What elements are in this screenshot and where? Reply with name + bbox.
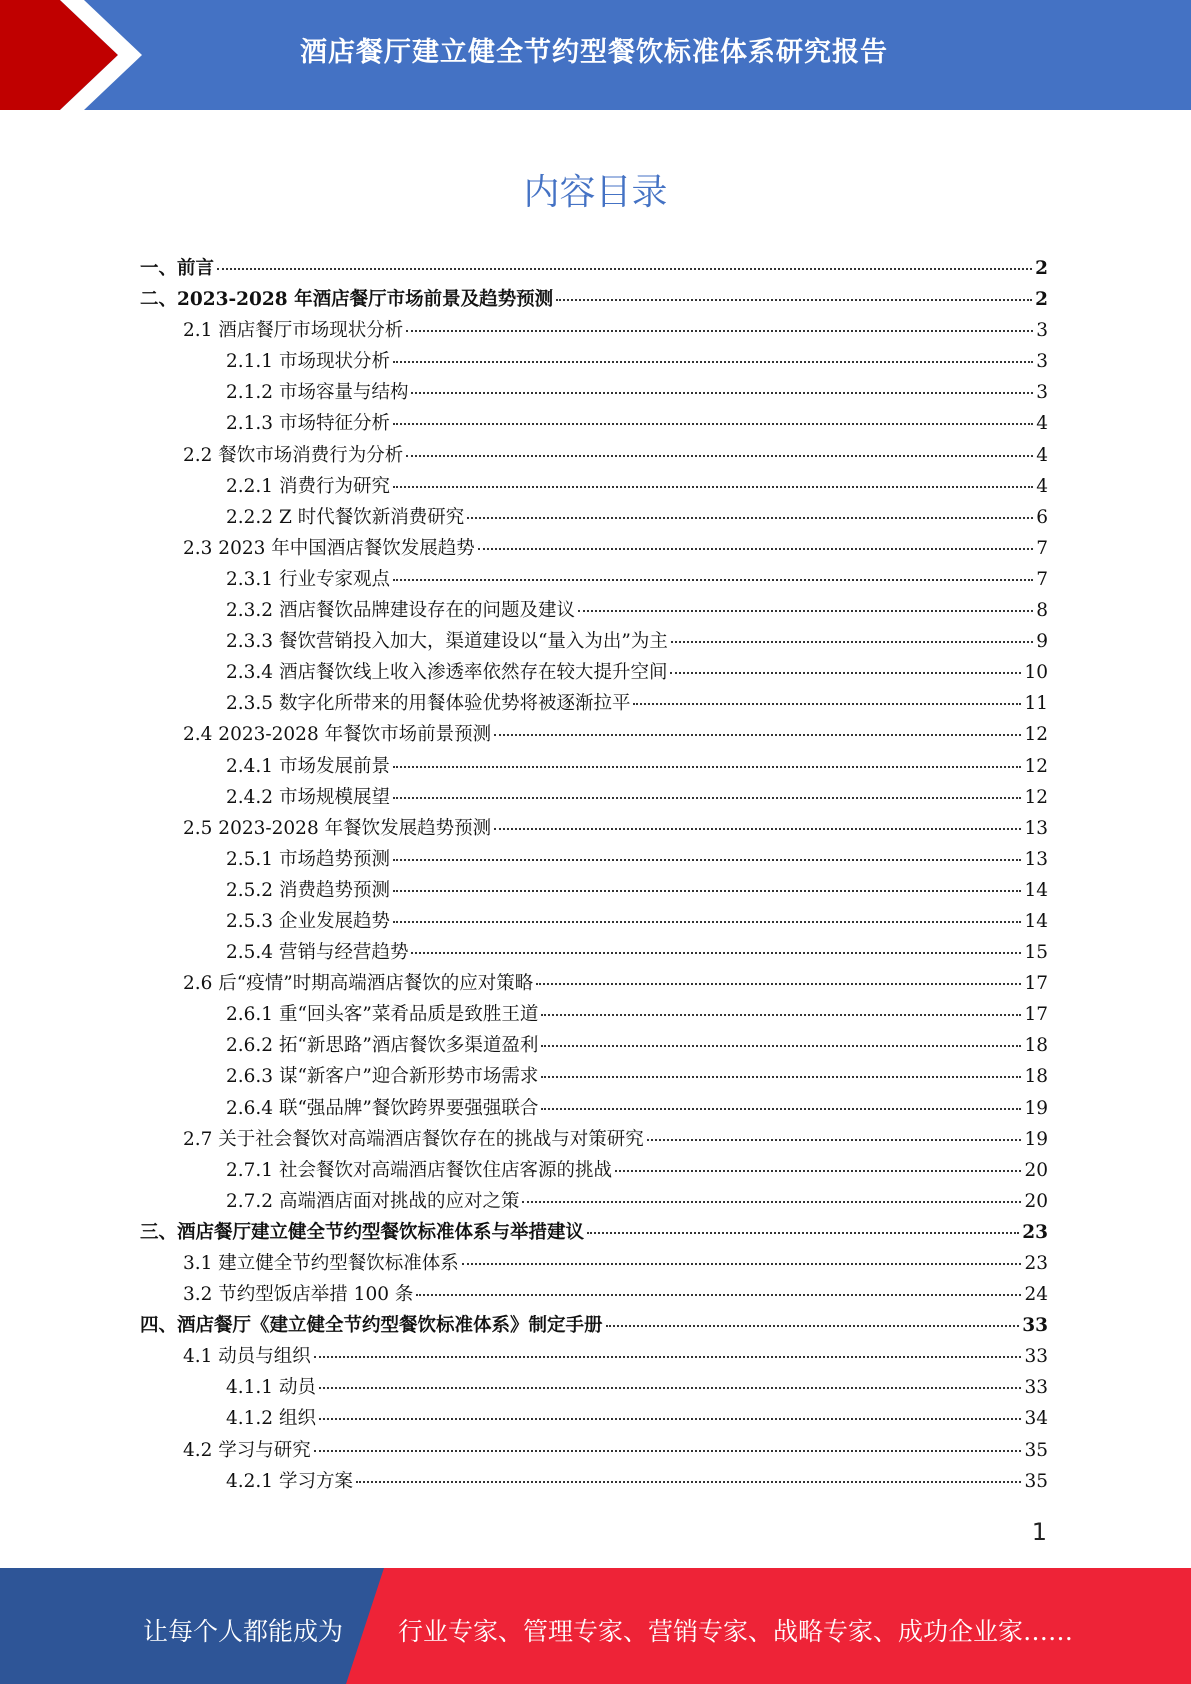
- toc-dot-leader: [578, 610, 1033, 612]
- toc-entry[interactable]: [140, 1404, 1048, 1435]
- toc-entry-label: 2.3.1 行业专家观点: [226, 568, 390, 590]
- toc-entry-label: 2.3.4 酒店餐饮线上收入渗透率依然存在较大提升空间: [226, 662, 668, 684]
- toc-entry-page: 2: [1035, 289, 1048, 311]
- toc-entry-page: 7: [1036, 537, 1048, 559]
- toc-entry[interactable]: [140, 1280, 1048, 1311]
- toc-heading: 内容目录: [523, 172, 668, 213]
- toc-entry-label: 2.1.3 市场特征分析: [226, 413, 390, 435]
- toc-dot-leader: [319, 1418, 1022, 1420]
- toc-entry-label: 2.3.5 数字化所带来的用餐体验优势将被逐渐拉平: [226, 693, 631, 715]
- toc-dot-leader: [393, 486, 1033, 488]
- toc-dot-leader: [462, 1263, 1022, 1265]
- toc-entry-page: 23: [1024, 1253, 1048, 1274]
- toc-entry-label: 4.1.2 组织: [226, 1408, 316, 1430]
- toc-entry-label: 4.2.1 学习方案: [226, 1470, 353, 1492]
- toc-entry-page: 9: [1036, 631, 1048, 653]
- toc-entry-label: 2.4.2 市场规模展望: [226, 786, 390, 808]
- page-number: 1: [1031, 1518, 1047, 1546]
- toc-entry-page: 20: [1024, 1159, 1048, 1181]
- toc-entry[interactable]: [140, 1436, 1048, 1467]
- toc-entry[interactable]: [140, 378, 1048, 409]
- table-of-contents: [140, 254, 1048, 1498]
- toc-dot-leader: [393, 579, 1033, 581]
- toc-dot-leader: [633, 703, 1021, 705]
- toc-entry[interactable]: [140, 938, 1048, 969]
- toc-dot-leader: [536, 983, 1021, 985]
- page-header: [0, 0, 1191, 110]
- toc-entry[interactable]: [140, 1311, 1048, 1342]
- toc-entry-page: 18: [1024, 1066, 1048, 1088]
- toc-entry-label: 2.3.3 餐饮营销投入加大，渠道建设以“量入为出”为主: [226, 631, 668, 653]
- toc-dot-leader: [393, 361, 1033, 363]
- toc-entry-label: 4.1.1 动员: [226, 1377, 316, 1399]
- toc-entry[interactable]: [140, 1094, 1048, 1125]
- toc-entry[interactable]: [140, 720, 1048, 751]
- page-footer: [0, 1568, 1191, 1684]
- toc-dot-leader: [314, 1450, 1022, 1452]
- toc-dot-leader: [217, 268, 1032, 270]
- toc-entry[interactable]: [140, 1156, 1048, 1187]
- toc-entry-label: 一、前言: [140, 258, 215, 279]
- toc-dot-leader: [478, 548, 1033, 550]
- toc-entry[interactable]: [140, 1342, 1048, 1373]
- toc-entry[interactable]: [140, 472, 1048, 503]
- toc-entry[interactable]: [140, 285, 1048, 316]
- toc-entry-label: 2.3.2 酒店餐饮品牌建设存在的问题及建议: [226, 600, 575, 622]
- toc-entry-label: 4.1 动员与组织: [183, 1346, 311, 1368]
- toc-entry-label: 四、酒店餐厅《建立健全节约型餐饮标准体系》制定手册: [140, 1315, 603, 1337]
- toc-entry[interactable]: [140, 596, 1048, 627]
- toc-entry[interactable]: [140, 1373, 1048, 1404]
- toc-dot-leader: [541, 1108, 1021, 1110]
- toc-entry[interactable]: [140, 1218, 1048, 1249]
- toc-entry[interactable]: [140, 876, 1048, 907]
- toc-entry[interactable]: [140, 254, 1048, 285]
- toc-entry[interactable]: [140, 534, 1048, 565]
- toc-entry-page: 24: [1024, 1284, 1048, 1306]
- toc-entry[interactable]: [140, 814, 1048, 845]
- toc-entry[interactable]: [140, 441, 1048, 472]
- toc-entry-page: 12: [1024, 786, 1048, 808]
- toc-dot-leader: [393, 890, 1021, 892]
- toc-dot-leader: [411, 392, 1033, 394]
- toc-entry-page: 19: [1024, 1128, 1048, 1150]
- toc-entry-page: 2: [1035, 258, 1048, 279]
- toc-entry-page: 4: [1036, 413, 1048, 435]
- toc-entry-label: 2.1.2 市场容量与结构: [226, 382, 409, 404]
- toc-entry-page: 4: [1036, 475, 1048, 497]
- toc-entry[interactable]: [140, 845, 1048, 876]
- toc-entry-label: 2.2.1 消费行为研究: [226, 475, 390, 497]
- toc-dot-leader: [393, 766, 1021, 768]
- toc-entry[interactable]: [140, 689, 1048, 720]
- toc-dot-leader: [393, 797, 1021, 799]
- report-title: 酒店餐厅建立健全节约型餐饮标准体系研究报告: [300, 37, 888, 68]
- toc-entry-page: 11: [1024, 693, 1048, 715]
- toc-entry-label: 2.6 后“疫情”时期高端酒店餐饮的应对策略: [183, 973, 534, 995]
- toc-entry[interactable]: [140, 1031, 1048, 1062]
- toc-dot-leader: [356, 1481, 1022, 1483]
- toc-entry-page: 3: [1036, 351, 1048, 373]
- toc-dot-leader: [606, 1325, 1020, 1327]
- toc-entry-page: 23: [1022, 1221, 1048, 1243]
- toc-dot-leader: [319, 1387, 1022, 1389]
- toc-entry-label: 4.2 学习与研究: [183, 1439, 311, 1461]
- toc-entry-label: 2.1 酒店餐厅市场现状分析: [183, 320, 404, 342]
- toc-dot-leader: [647, 1139, 1022, 1141]
- toc-entry-page: 35: [1024, 1470, 1048, 1492]
- toc-dot-leader: [541, 1045, 1021, 1047]
- toc-entry[interactable]: [140, 503, 1048, 534]
- toc-entry-label: 2.6.3 谋“新客户”迎合新形势市场需求: [226, 1066, 539, 1088]
- toc-entry[interactable]: [140, 627, 1048, 658]
- toc-entry-page: 4: [1036, 444, 1048, 466]
- toc-entry-page: 8: [1036, 600, 1048, 622]
- toc-entry-page: 17: [1024, 973, 1048, 995]
- toc-entry-label: 二、2023-2028 年酒店餐厅市场前景及趋势预测: [140, 289, 554, 311]
- toc-entry-label: 2.6.1 重“回头客”菜肴品质是致胜王道: [226, 1004, 539, 1026]
- toc-dot-leader: [615, 1170, 1021, 1172]
- toc-entry-label: 2.5 2023-2028 年餐饮发展趋势预测: [183, 817, 492, 839]
- toc-entry[interactable]: [140, 907, 1048, 938]
- toc-entry[interactable]: [140, 565, 1048, 596]
- toc-entry-page: 6: [1036, 506, 1048, 528]
- toc-entry[interactable]: [140, 658, 1048, 689]
- toc-entry-label: 2.5.2 消费趋势预测: [226, 879, 390, 901]
- toc-entry-label: 2.1.1 市场现状分析: [226, 351, 390, 373]
- toc-dot-leader: [494, 828, 1021, 830]
- toc-entry-page: 14: [1024, 879, 1048, 901]
- toc-entry-page: 33: [1024, 1346, 1048, 1368]
- toc-entry[interactable]: [140, 1062, 1048, 1093]
- toc-entry-label: 2.3 2023 年中国酒店餐饮发展趋势: [183, 537, 475, 559]
- toc-entry-page: 13: [1024, 848, 1048, 870]
- toc-dot-leader: [406, 455, 1033, 457]
- toc-entry-page: 20: [1024, 1190, 1048, 1212]
- toc-entry-page: 18: [1024, 1035, 1048, 1057]
- toc-entry-label: 2.4 2023-2028 年餐饮市场前景预测: [183, 724, 492, 746]
- toc-dot-leader: [522, 1201, 1021, 1203]
- footer-slogan-left: 让每个人都能成为: [143, 1617, 344, 1646]
- toc-entry-label: 2.6.2 拓“新思路”酒店餐饮多渠道盈利: [226, 1035, 539, 1057]
- toc-entry-page: 19: [1024, 1097, 1048, 1119]
- toc-entry[interactable]: [140, 1249, 1048, 1280]
- toc-dot-leader: [541, 1014, 1021, 1016]
- toc-entry-label: 2.5.1 市场趋势预测: [226, 848, 390, 870]
- toc-entry[interactable]: [140, 1187, 1048, 1218]
- toc-entry-page: 34: [1024, 1408, 1048, 1430]
- toc-entry-label: 2.2 餐饮市场消费行为分析: [183, 444, 404, 466]
- toc-dot-leader: [393, 423, 1033, 425]
- toc-entry-label: 2.7.1 社会餐饮对高端酒店餐饮住店客源的挑战: [226, 1159, 612, 1181]
- toc-entry-page: 33: [1022, 1315, 1048, 1337]
- toc-entry-page: 14: [1024, 910, 1048, 932]
- toc-entry-label: 2.7.2 高端酒店面对挑战的应对之策: [226, 1190, 520, 1212]
- toc-dot-leader: [411, 952, 1021, 954]
- toc-entry-page: 7: [1036, 568, 1048, 590]
- toc-entry-label: 2.7 关于社会餐饮对高端酒店餐饮存在的挑战与对策研究: [183, 1128, 644, 1150]
- toc-entry-page: 3: [1036, 382, 1048, 404]
- toc-entry[interactable]: [140, 316, 1048, 347]
- toc-entry[interactable]: [140, 1125, 1048, 1156]
- toc-entry[interactable]: [140, 1000, 1048, 1031]
- toc-dot-leader: [494, 734, 1021, 736]
- toc-dot-leader: [556, 299, 1032, 301]
- toc-entry-page: 17: [1024, 1004, 1048, 1026]
- toc-dot-leader: [670, 672, 1021, 674]
- toc-entry-label: 2.5.4 营销与经营趋势: [226, 942, 409, 964]
- toc-dot-leader: [393, 859, 1021, 861]
- toc-entry[interactable]: [140, 1467, 1048, 1498]
- toc-entry-label: 2.5.3 企业发展趋势: [226, 910, 390, 932]
- toc-entry-page: 3: [1036, 320, 1048, 342]
- toc-entry-label: 3.2 节约型饭店举措 100 条: [183, 1284, 414, 1306]
- toc-entry-page: 35: [1024, 1439, 1048, 1461]
- toc-entry[interactable]: [140, 347, 1048, 378]
- toc-dot-leader: [587, 1232, 1019, 1234]
- toc-entry-label: 三、酒店餐厅建立健全节约型餐饮标准体系与举措建议: [140, 1221, 585, 1243]
- toc-entry[interactable]: [140, 969, 1048, 1000]
- toc-dot-leader: [416, 1294, 1021, 1296]
- toc-entry-page: 15: [1024, 942, 1048, 964]
- toc-dot-leader: [314, 1356, 1022, 1358]
- toc-entry-label: 2.4.1 市场发展前景: [226, 755, 390, 777]
- toc-dot-leader: [671, 641, 1033, 643]
- toc-entry-label: 3.1 建立健全节约型餐饮标准体系: [183, 1253, 459, 1274]
- toc-entry[interactable]: [140, 783, 1048, 814]
- toc-entry-page: 33: [1024, 1377, 1048, 1399]
- toc-dot-leader: [467, 517, 1033, 519]
- toc-entry[interactable]: [140, 409, 1048, 440]
- toc-entry-label: 2.6.4 联“强品牌”餐饮跨界要强强联合: [226, 1097, 539, 1119]
- toc-dot-leader: [406, 330, 1033, 332]
- footer-slogan-right: 行业专家、管理专家、营销专家、战略专家、成功企业家……: [398, 1617, 1074, 1646]
- toc-entry[interactable]: [140, 752, 1048, 783]
- toc-entry-label: 2.2.2 Z 时代餐饮新消费研究: [226, 506, 465, 528]
- toc-entry-page: 10: [1024, 662, 1048, 684]
- toc-entry-page: 12: [1024, 755, 1048, 777]
- toc-entry-page: 13: [1024, 817, 1048, 839]
- toc-dot-leader: [393, 921, 1021, 923]
- toc-dot-leader: [541, 1076, 1021, 1078]
- toc-entry-page: 12: [1024, 724, 1048, 746]
